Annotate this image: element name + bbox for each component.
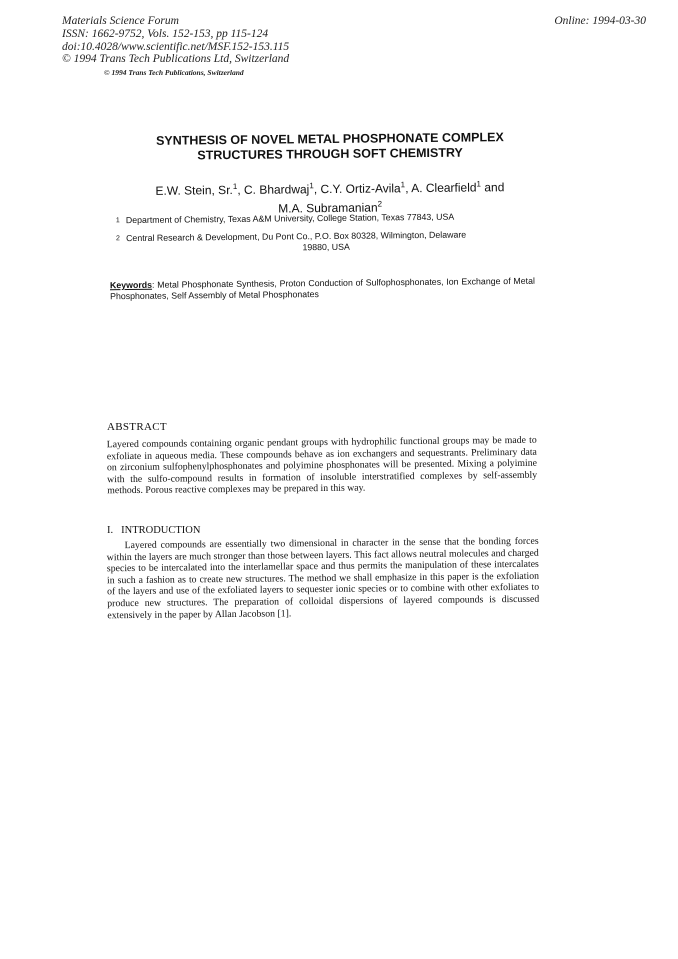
journal-name: Materials Science Forum xyxy=(62,15,179,27)
affiliation-text: Department of Chemistry, Texas A&M University, College Station, Texas 77843, USA xyxy=(125,211,455,226)
introduction-heading xyxy=(107,525,208,536)
section-title: INTRODUCTION xyxy=(121,525,201,536)
copyright-small: © 1994 Trans Tech Publications, Switzerland xyxy=(104,68,244,77)
affiliation-number: 2 xyxy=(116,234,120,242)
title-line-1: SYNTHESIS OF NOVEL METAL PHOSPHONATE COMPLEX xyxy=(155,130,504,148)
author-name: A. Clearfield xyxy=(411,180,477,196)
introduction-body: Layered compounds are essentially two dimensional in character in the sense that the bonding forces within the layers are much stronger than those between layers. This fact allows neutral molecules and charged species to be intercalated into the interlamellar space and thus permits the manipulation of these intercalates in such a fashion as to create new structures. The method we shall emphasize in this paper is the exfoliation of the layers and use of the exfoliated layers to sequester ionic species or to combine with other exfoliates to produce new structures. The preparation of colloidal dispersions of layered compounds is discussed extensively in the paper by Allan Jacobson [1]. xyxy=(106,535,540,621)
affiliation-line: Central Research & Development, Du Pont Co., P.O. Box 80328, Wilmington, Delaware xyxy=(125,229,467,243)
title-line-2: STRUCTURES THROUGH SOFT CHEMISTRY xyxy=(197,145,463,163)
author-list: E.W. Stein, Sr.$^1$, C. Bhardwaj$^1$, C.Y. Ortiz-Avila$^1$, A. Clearfield$^1$ and M.A. Subramanian$^2$ xyxy=(155,179,505,216)
author-affil-sup: 2 xyxy=(377,199,383,209)
author-affil-sup: 1 xyxy=(400,180,406,190)
affiliation-continuation: 19880, USA xyxy=(302,241,350,253)
author-affil-sup: 1 xyxy=(309,181,314,191)
publication-header xyxy=(62,15,289,66)
author-name: C.Y. Ortiz-Avila xyxy=(320,181,401,197)
section-number: I. xyxy=(107,525,114,536)
affiliations xyxy=(116,211,536,256)
paper-title xyxy=(100,130,560,165)
author-name: M.A. Subramanian xyxy=(278,200,378,216)
author-and: and xyxy=(484,180,505,195)
author-affil-sup: 1 xyxy=(232,181,238,192)
author-name: C. Bhardwaj xyxy=(243,182,310,197)
abstract-body: Layered compounds containing organic pendant groups with hydrophilic functional groups may be made to exfoliate in aqueous media. These compounds behave as ion exchangers and sequestrants. Preliminary data on zirconium sulfophenylphosphonates and polyimine phosphonates will be presented. Mixing a polyimine with the sulfo-compound results in formation of insoluble interstratified complexes by self-assembly methods. Porous reactive complexes may be prepared in this way. xyxy=(106,434,538,497)
abstract-heading: ABSTRACT xyxy=(107,421,167,433)
keywords-text: Metal Phosphonate Synthesis, Proton Conduction of Sulfophosphonates, Ion Exchange of Metal Phosphonates, Self Assembly of Metal Phosphonates xyxy=(110,275,535,302)
issn-line: ISSN: 1662-9752, Vols. 152-153, pp 115-124 xyxy=(62,27,269,40)
online-date: Online: 1994-03-30 xyxy=(554,15,646,27)
keywords-label: Keywords xyxy=(109,279,153,291)
affiliation-number: 1 xyxy=(115,217,120,225)
doi-line[interactable]: doi:10.4028/www.scientific.net/MSF.152-153.115 xyxy=(62,40,290,53)
copyright-line: © 1994 Trans Tech Publications Ltd, Switzerland xyxy=(62,53,290,66)
author-affil-sup: 1 xyxy=(476,179,481,189)
author-name: E.W. Stein, Sr. xyxy=(155,183,233,198)
keywords-block: Keywords: Metal Phosphonate Synthesis, Proton Conduction of Sulfophosphonates, Ion Exchange of Metal Phosphonates, Self Assembly of Metal Phosphonates xyxy=(109,275,535,302)
